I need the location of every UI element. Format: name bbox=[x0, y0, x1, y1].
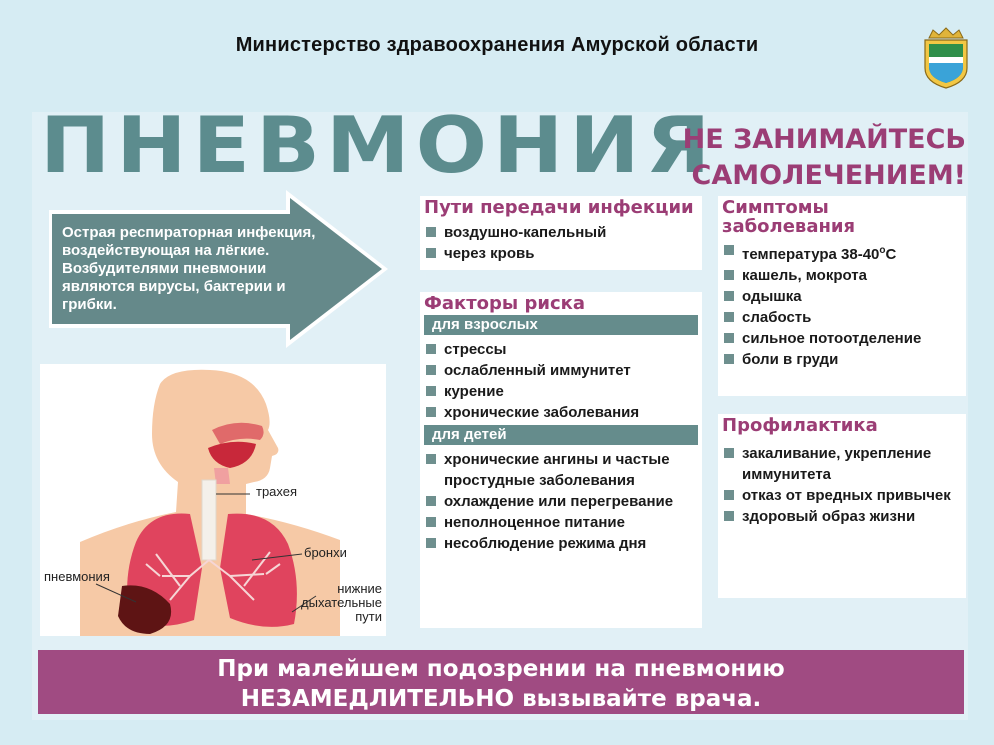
list-item: стрессы bbox=[424, 339, 698, 360]
symptoms-title-line-2: заболевания bbox=[722, 216, 856, 237]
list-item: кашель, мокрота bbox=[722, 265, 962, 286]
transmission-list bbox=[424, 222, 698, 264]
prevention-box bbox=[718, 414, 966, 598]
footer-line-2: НЕЗАМЕДЛИТЕЛЬНО вызывайте врача. bbox=[240, 686, 762, 712]
definition-text: Острая респираторная инфекция, воздействующая на лёгкие. Возбудителями пневмонии являются вирусы, бактерии и грибки. bbox=[62, 224, 316, 313]
list-item-temperature bbox=[722, 240, 962, 265]
coat-of-arms-icon bbox=[919, 26, 973, 90]
list-item: одышка bbox=[722, 286, 962, 307]
risk-title: Факторы риска bbox=[424, 293, 585, 314]
lower-airways-label bbox=[296, 582, 382, 624]
transmission-title: Пути передачи инфекции bbox=[424, 197, 694, 218]
list-item: слабость bbox=[722, 307, 962, 328]
list-item: хронические ангины и частые простудные заболевания bbox=[424, 449, 698, 491]
ministry-header: Министерство здравоохранения Амурской области bbox=[235, 34, 759, 56]
risk-adults-label: для взрослых bbox=[424, 315, 698, 335]
prevention-title: Профилактика bbox=[722, 415, 878, 436]
bronchi-label: бронхи bbox=[304, 545, 347, 560]
footer-call-to-action bbox=[38, 650, 964, 714]
warning-line-2: САМОЛЕЧЕНИЕМ! bbox=[691, 160, 966, 191]
prevention-list bbox=[722, 443, 962, 527]
anatomy-illustration bbox=[40, 364, 386, 636]
lower-airways-line-1: нижние bbox=[337, 581, 382, 596]
list-item: неполноценное питание bbox=[424, 512, 698, 533]
list-item: закаливание, укрепление иммунитета bbox=[722, 443, 962, 485]
list-item: охлаждение или перегревание bbox=[424, 491, 698, 512]
temperature-unit: С bbox=[885, 246, 897, 263]
list-item: сильное потоотделение bbox=[722, 328, 962, 349]
list-item: курение bbox=[424, 381, 698, 402]
page-title: ПНЕВМОНИЯ bbox=[40, 100, 717, 191]
symptoms-title-line-1: Симптомы bbox=[722, 197, 829, 218]
risk-adults-list bbox=[424, 339, 698, 423]
warning-block bbox=[680, 122, 966, 194]
pneumonia-label: пневмония bbox=[44, 569, 110, 584]
list-item: воздушно-капельный bbox=[424, 222, 698, 243]
transmission-box bbox=[420, 196, 702, 270]
symptoms-box bbox=[718, 196, 966, 396]
list-item: хронические заболевания bbox=[424, 402, 698, 423]
warning-line-1: НЕ ЗАНИМАЙТЕСЬ bbox=[682, 124, 966, 155]
list-item: здоровый образ жизни bbox=[722, 506, 962, 527]
degree-sign: о bbox=[879, 245, 886, 256]
list-item: боли в груди bbox=[722, 349, 962, 370]
temperature-value: температура 38-40 bbox=[742, 246, 880, 263]
list-item: через кровь bbox=[424, 243, 698, 264]
risk-factors-box bbox=[420, 292, 702, 628]
list-item: несоблюдение режима дня bbox=[424, 533, 698, 554]
trachea-label: трахея bbox=[256, 484, 298, 499]
symptoms-list bbox=[722, 240, 962, 370]
risk-children-label: для детей bbox=[424, 425, 698, 445]
list-item: ослабленный иммунитет bbox=[424, 360, 698, 381]
risk-children-list bbox=[424, 449, 698, 554]
lower-airways-line-2: дыхательные bbox=[301, 595, 382, 610]
footer-line-1: При малейшем подозрении на пневмонию bbox=[217, 656, 785, 682]
list-item: отказ от вредных привычек bbox=[722, 485, 962, 506]
lower-airways-line-3: пути bbox=[355, 609, 382, 624]
